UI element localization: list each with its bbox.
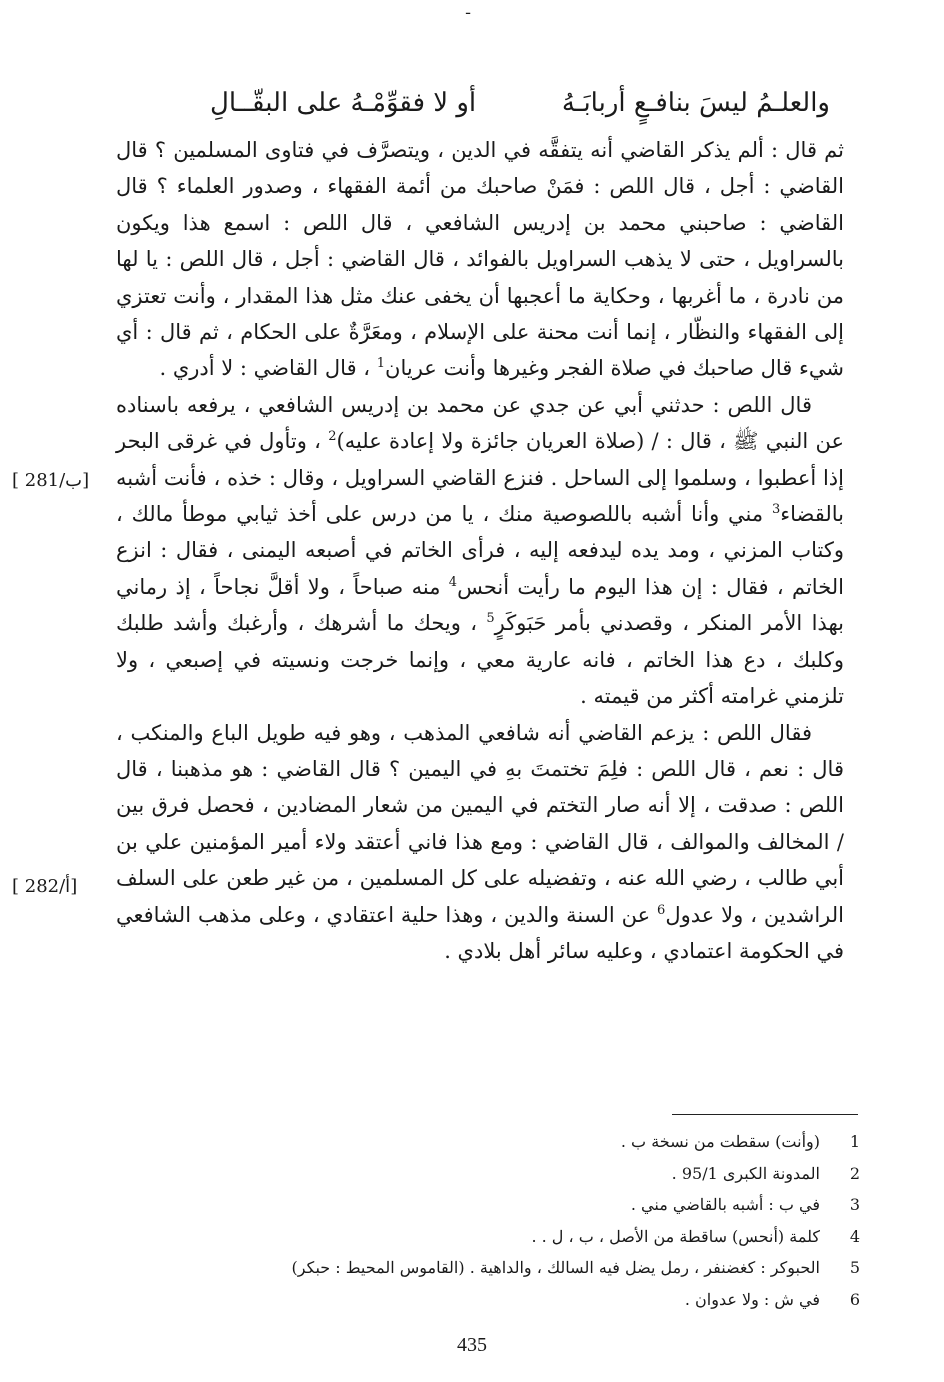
footnote-item (220, 1284, 860, 1316)
top-mark: ـ (466, 2, 471, 18)
margin-folio-ref-282a: [ 282/أ] (12, 876, 78, 897)
paragraph-3-text-a: فقال اللص : يزعم القاضي أنه شافعي المذهب ، وهو فيه طويل الباع والمنكب ، قال : نعم ، قال اللص : فلِمَ تختمتَ بهِ في اليمين ؟ قال القاضي : هو مذهبنا ، قال اللص : صدقت ، إلا أنه صار التختم في اليمين من شعار المضادين ، فحصل فرق بين / المخالف والموالف ، قال القاضي : ومع هذا فاني أعتقد ولاء أمير المؤمنين علي بن أبي طالب ، رضي الله عنه ، وتفضيله على كل المسلمين ، من غير طعن على السلف الراشدين ، ولا عدول (116, 720, 844, 927)
paragraph-2-text-d: منه صباحاً ، ولا أقلَّ نجاحاً ، إذ رماني بهذا الأمر المنكر ، وقصدني بأمر حَبَوكَرٍ (116, 574, 844, 636)
paragraph-2 (116, 387, 844, 715)
footnote-marker-5: 5 (486, 611, 495, 627)
footnote-number: 1 (849, 1132, 860, 1151)
footnote-marker-3: 3 (771, 502, 781, 518)
verse-hemistich-first: والعلـمُ ليسَ بنافـعٍ أربابَـهُ (561, 88, 830, 118)
paragraph-2-text-a: قال اللص : حدثني أبي عن جدي عن محمد بن إدريس الشافعي ، يرفعه باسناده عن النبي ﷺ ، قال : / (صلاة العريان جائزة ولا إعادة عليه) (116, 392, 844, 454)
footnote-number: 5 (849, 1258, 860, 1277)
paragraph-2-text-e: ، ويحك ما أشرهك ، وأرغبك وأشد طلبك وكلبك ، دع هذا الخاتم ، فانه عارية معي ، وإنما خرجت ونسيته في إصبعي ، ولا تلزمني غرامته أكثر من قيمته . (116, 611, 844, 709)
footnote-marker-4: 4 (448, 574, 458, 590)
footnote-marker-6: 6 (657, 902, 666, 918)
paragraph-1 (116, 132, 844, 387)
footnote-text: المدونة الكبرى 95/1 . (671, 1163, 820, 1183)
footnote-text: الحبوكر : كغضنفر ، رمل يضل فيه السالك ، والداهية . (القاموس المحيط : حبكر) (291, 1258, 820, 1277)
paragraph-2-text-b: ، وتأول في غرقى البحر إذا أعطبوا ، وسلموا إلى الساحل . فنزع القاضي السراويل ، وقال : خذه ، فأنت أشبه بالقضاء (116, 429, 844, 527)
paragraph-3 (116, 715, 844, 970)
footnote-separator (672, 1114, 858, 1115)
footnote-text: (وأنت) سقطت من نسخة ب . (620, 1132, 820, 1151)
paragraph-1-text-end: ، قال القاضي : لا أدري . (159, 356, 377, 381)
footnote-number: 6 (849, 1289, 860, 1309)
margin-folio-ref-281b: [ 281/ب] (12, 470, 90, 491)
paragraph-3-text-b: عن السنة والدين ، وهذا حلية اعتقادي ، وعلى مذهب الشافعي في الحكومة اعتمادي ، وعليه سائر أهل بلادي . (116, 902, 844, 963)
footnote-text: في ش : ولا عدوان . (684, 1289, 820, 1309)
footnote-text: كلمة (أنحس) ساقطة من الأصل ، ب ، ل . . (531, 1226, 820, 1246)
footnote-item (220, 1252, 860, 1284)
footnotes (220, 1126, 860, 1315)
footnote-number: 3 (849, 1195, 860, 1214)
footnote-marker-2: 2 (328, 429, 337, 445)
page-number: 435 (457, 1334, 487, 1356)
footnote-marker-1: 1 (376, 356, 386, 372)
footnote-item (220, 1221, 860, 1253)
footnote-text: في ب : أشبه بالقاضي مني . (630, 1195, 820, 1214)
footnote-item (220, 1126, 860, 1158)
poem-verse (210, 78, 830, 128)
footnote-number: 4 (849, 1226, 860, 1246)
footnote-item (220, 1158, 860, 1190)
footnote-number: 2 (849, 1163, 860, 1183)
main-text (116, 132, 844, 969)
paragraph-1-text: ثم قال : ألم يذكر القاضي أنه يتفقَّه في الدين ، ويتصرَّف في فتاوى المسلمين ؟ قال القاضي : أجل ، قال اللص : فمَنْ صاحبك من أئمة الفقهاء ، وصدور العلماء ؟ قال القاضي : صاحبني محمد بن إدريس الشافعي ، قال اللص : اسمع هذا ويكون بالسراويل ، حتى لا يذهب السراويل بالفوائد ، قال القاضي : أجل ، قال اللص : يا لها من نادرة ، ما أغربها ، وحكاية ما أعجبها أن يخفى عنك مثل هذا المقدار ، وأنت تعتزي إلى الفقهاء والنظّار ، إنما أنت محنة على الإسلام ، ومعَرَّةٌ على الحكام ، ثم قال : أي شيء قال صاحبك في صلاة الفجر وغيرها وأنت عريان (116, 138, 844, 381)
paragraph-2-text-c: مني وأنا أشبه باللصوصية منك ، يا من درس على أخذ ثيابي موطأ مالك ، وكتاب المزني ، ومد يده ليدفعه إليه ، فرأى الخاتم في أصبعه اليمنى ، فقال : انزع الخاتم ، فقال : إن هذا اليوم ما رأيت أنحس (116, 502, 844, 599)
verse-hemistich-second: أو لا فقوِّمْـهُ على البقّــالِ (210, 88, 477, 118)
footnote-item (220, 1189, 860, 1221)
